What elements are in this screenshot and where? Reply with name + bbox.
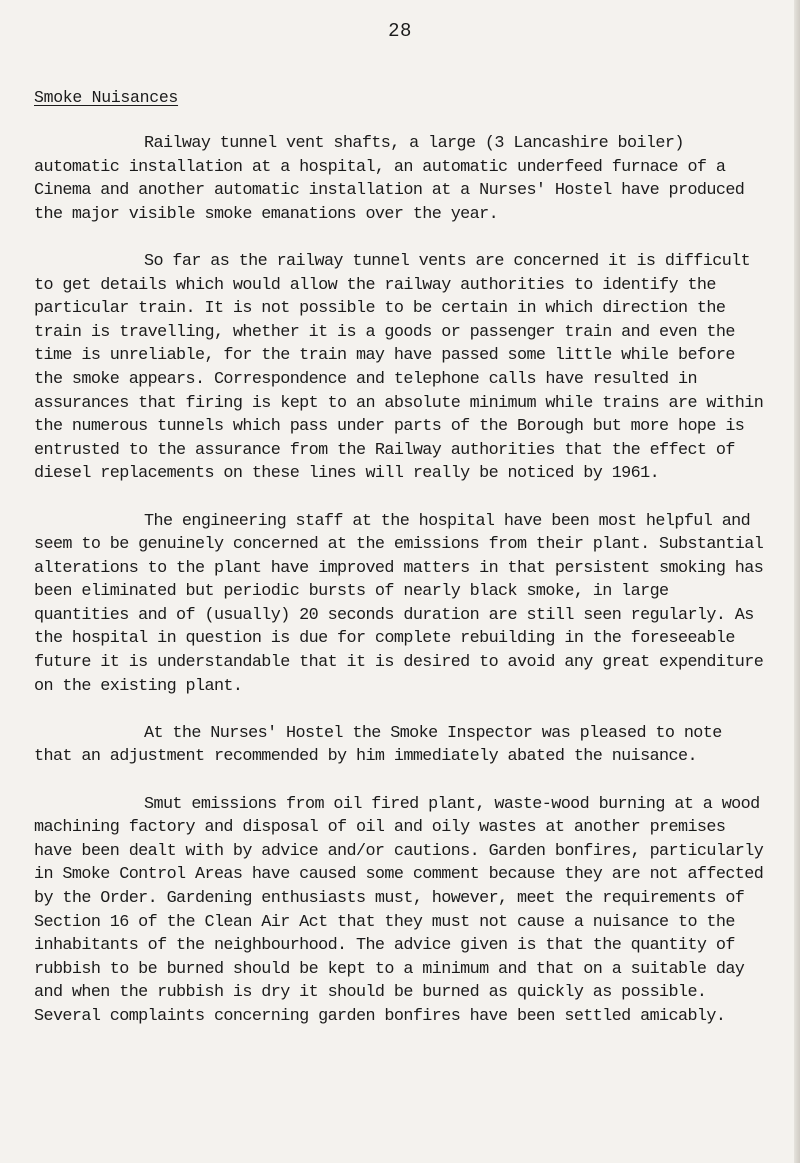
page-number: 28: [388, 20, 412, 42]
paragraph-nurses-hostel: At the Nurses' Hostel the Smoke Inspector was pleased to note that an adjustment recommended by him immediately abated the nuisance.: [34, 723, 722, 767]
paragraph-vent-shafts: Railway tunnel vent shafts, a large (3 Lancashire boiler) automatic installation at a hospital, an automatic underfeed furnace of a Cinema and another automatic installation at a Nurses' Hostel have produced the major visible smoke emanations over the year.: [34, 134, 745, 224]
page-edge-shadow: [794, 0, 800, 1163]
section-heading: Smoke Nuisances: [34, 88, 179, 107]
paragraph-railway-tunnels: So far as the railway tunnel vents are concerned it is difficult to get details which would allow the railway authorities to identify the particular train. It is not possible to be certain in which direction the train is travelling, whether it is a goods or passenger train and even the time is unreliable, for the train may have passed some little while before the smoke appears. Correspondence and telephone calls have resulted in assurances that firing is kept to an absolute minimum while trains are within the numerous tunnels which pass under parts of the Borough but more hope is entrusted to the assurance from the Railway authorities that the effect of diesel replacements on these lines will really be noticed by 1961.: [34, 251, 764, 484]
paragraph-hospital-plant: The engineering staff at the hospital have been most helpful and seem to be genuinely concerned at the emissions from their plant. Substantial alterations to the plant have improved matters in that persistent smoking has been eliminated but periodic bursts of nearly black smoke, in large quantities and of (usually) 20 seconds duration are still seen regularly. As the hospital in question is due for complete rebuilding in the foreseeable future it is understandable that it is desired to avoid any great expenditure on the existing plant.: [34, 511, 764, 696]
paragraph-smut-emissions: Smut emissions from oil fired plant, waste-wood burning at a wood machining factory and disposal of oil and oily wastes at another premises have been dealt with by advice and/or cautions. Garden bonfires, particularly in Smoke Control Areas have caused some comment because they are not affected by the Order. Gardening enthusiasts must, however, meet the requirements of Section 16 of the Clean Air Act that they must not cause a nuisance to the inhabitants of the neighbourhood. The advice given is that the quantity of rubbish to be burned should be kept to a minimum and that on a suitable day and when the rubbish is dry it should be burned as quickly as possible. Several complaints concerning garden bonfires have been settled amicably.: [34, 794, 764, 1026]
body-text: [34, 132, 769, 1052]
